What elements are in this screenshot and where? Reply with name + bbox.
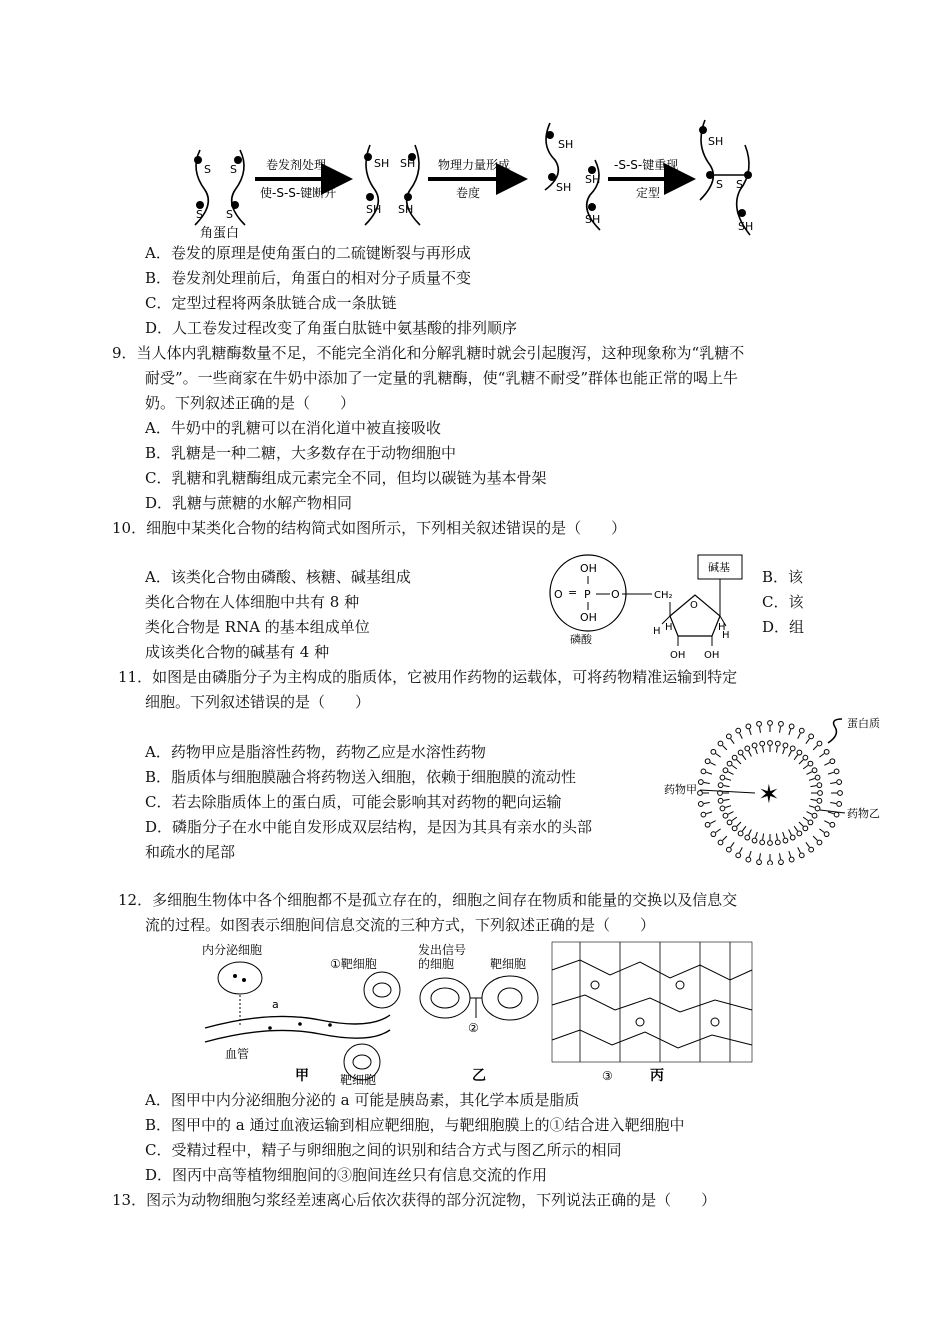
q9-stem-line-3: 奶。下列叙述正确的是（ ） xyxy=(145,394,356,412)
phospholipid-head xyxy=(779,721,784,726)
q11-stem-line-2: 细胞。下列叙述错误的是（ ） xyxy=(145,693,371,711)
phospholipid-tail xyxy=(723,746,727,750)
phospholipid-tail xyxy=(828,772,834,774)
svg-text:OH: OH xyxy=(580,611,597,624)
phospholipid-head xyxy=(720,775,725,780)
phospholipid-head xyxy=(711,832,716,837)
q12-option-c: C．受精过程中，精子与卵细胞之间的识别和结合方式与图乙所示的相同 xyxy=(145,1141,622,1159)
phospholipid-head xyxy=(783,743,788,748)
phospholipid-head xyxy=(698,780,703,785)
phospholipid-tail xyxy=(803,765,808,769)
svg-text:S: S xyxy=(204,163,211,176)
svg-text:②: ② xyxy=(468,1021,479,1035)
svg-text:物理力量形成: 物理力量形成 xyxy=(438,158,511,172)
q10-line-4: 成该类化合物的碱基有 4 种 xyxy=(145,643,330,661)
phospholipid-head xyxy=(732,826,737,831)
panel-jia xyxy=(202,942,400,1085)
phospholipid-tail xyxy=(749,851,751,857)
phospholipid-tail xyxy=(763,833,764,839)
phospholipid-tail xyxy=(749,751,752,756)
q12-option-d: D．图丙中高等植物细胞间的③胞间连丝只有信息交流的作用 xyxy=(145,1166,548,1184)
phospholipid-tail xyxy=(830,783,836,784)
svg-text:SH: SH xyxy=(366,203,382,216)
phospholipid-tail xyxy=(810,799,816,800)
phospholipid-tail xyxy=(731,842,735,847)
svg-text:S: S xyxy=(196,208,203,221)
svg-text:SH: SH xyxy=(400,157,416,170)
phospholipid-tail xyxy=(830,803,836,804)
phospholipid-head xyxy=(789,724,794,729)
svg-text:=: = xyxy=(568,586,578,599)
keratin-label: 角蛋白 xyxy=(200,226,240,240)
q12-stem-line-2: 流的过程。如图表示细胞间信息交流的三种方式，下列叙述正确的是（ ） xyxy=(145,916,656,934)
svg-text:a: a xyxy=(272,998,279,1011)
phospholipid-head xyxy=(837,802,842,807)
phospholipid-tail xyxy=(710,763,715,766)
q8-option-b: B．卷发剂处理前后，角蛋白的相对分子质量不变 xyxy=(145,269,472,287)
q10-stem: 10．细胞中某类化合物的结构简式如图所示，下列相关叙述错误的是（ ） xyxy=(112,519,627,537)
phospholipid-tail xyxy=(760,727,761,733)
drug-b-label: 药物乙 xyxy=(847,807,880,820)
svg-text:血管: 血管 xyxy=(225,1047,250,1061)
phospholipid-head xyxy=(817,741,822,746)
q12-stem-line-1: 12．多细胞生物体中各个细胞都不是孤立存在的，细胞之间存在物质和能量的交换以及信息交 xyxy=(118,891,738,909)
svg-text:O: O xyxy=(611,588,620,601)
phospholipid-tail xyxy=(749,729,751,735)
q9-option-a: A．牛奶中的乳糖可以在消化道中被直接吸收 xyxy=(145,419,441,437)
svg-text:乙: 乙 xyxy=(472,1068,486,1084)
phospholipid-tail xyxy=(809,806,815,808)
phospholipid-head xyxy=(789,857,794,862)
phospholipid-head xyxy=(824,832,829,837)
phospholipid-tail xyxy=(740,847,743,852)
phospholipid-tail xyxy=(716,829,721,833)
phospholipid-tail xyxy=(760,853,761,859)
svg-text:使-S-S-键断开: 使-S-S-键断开 xyxy=(260,186,337,200)
svg-text:丙: 丙 xyxy=(650,1068,664,1084)
keratin-chains-stage3 xyxy=(545,123,600,230)
phospholipid-head xyxy=(760,840,765,845)
phospholipid-head xyxy=(736,853,741,858)
phospholipid-tail xyxy=(806,842,810,847)
phospholipid-tail xyxy=(724,786,730,787)
svg-text:OH: OH xyxy=(580,562,597,575)
svg-text:-S-S-键重现: -S-S-键重现 xyxy=(614,158,679,172)
phospholipid-tail xyxy=(810,786,816,787)
phospholipid-tail xyxy=(755,832,757,838)
phospholipid-tail xyxy=(809,778,815,780)
q12-option-b: B．图甲中的 a 通过血液运输到相应靶细胞，与靶细胞膜上的①结合进入靶细胞中 xyxy=(145,1116,685,1134)
phospholipid-head xyxy=(723,813,728,818)
phospholipid-head xyxy=(705,822,710,827)
phospholipid-tail xyxy=(725,778,731,780)
q11-option-d: D．磷脂分子在水中能自发形成双层结构，是因为其具有亲水的头部 xyxy=(145,818,593,836)
phospholipid-head xyxy=(768,721,773,726)
phospholipid-head xyxy=(824,749,829,754)
phospholipid-tail xyxy=(755,748,757,754)
svg-text:OH: OH xyxy=(670,650,686,661)
svg-text:①靶细胞: ①靶细胞 xyxy=(330,957,377,971)
svg-text:H: H xyxy=(718,622,726,633)
phospholipid-tail xyxy=(776,747,777,753)
q11-option-b: B．脂质体与细胞膜融合将药物送入细胞，依赖于细胞膜的流动性 xyxy=(145,768,577,786)
phospholipid-head xyxy=(817,798,822,803)
q10-line-1: A．该类化合物由磷酸、核糖、碱基组成 xyxy=(145,568,411,586)
svg-text:OH: OH xyxy=(704,650,720,661)
svg-text:SH: SH xyxy=(398,203,414,216)
phospholipid-head xyxy=(768,841,773,846)
liposome-diagram xyxy=(660,715,895,865)
drug-a-star: ✶ xyxy=(758,780,780,810)
phospholipid-tail xyxy=(819,829,824,833)
q8-option-d: D．人工卷发过程改变了角蛋白肽链中氨基酸的排列顺序 xyxy=(145,319,518,337)
phospholipid-tail xyxy=(789,851,791,857)
phospholipid-tail xyxy=(728,812,733,815)
phospholipid-tail xyxy=(798,733,801,738)
q9-option-d: D．乳糖与蔗糖的水解产物相同 xyxy=(145,494,353,512)
phospholipid-tail xyxy=(806,739,810,744)
phospholipid-tail xyxy=(723,836,727,840)
phospholipid-head xyxy=(726,847,731,852)
q10-line-3: 类化合物是 RNA 的基本组成单位 xyxy=(145,618,370,636)
q8-option-c: C．定型过程将两条肽链合成一条肽链 xyxy=(145,294,397,312)
panel-bing xyxy=(552,942,752,1083)
q10-option-d-start: D．组 xyxy=(762,618,805,636)
phospholipid-head xyxy=(718,783,723,788)
q9-option-b: B．乳糖是一种二糖，大多数存在于动物细胞中 xyxy=(145,444,457,462)
phospholipid-head xyxy=(723,768,728,773)
q10-line-2: 类化合物在人体细胞中共有 8 种 xyxy=(145,593,360,611)
svg-text:SH: SH xyxy=(556,181,572,194)
protein-label: 蛋白质 xyxy=(847,717,880,730)
q9-option-c: C．乳糖和乳糖酶组成元素完全不同，但均以碳链为基本骨架 xyxy=(145,469,547,487)
q9-stem-line-2: 耐受”。一些商家在牛奶中添加了一定量的乳糖酶，使“乳糖不耐受”群体也能正常的喝上牛 xyxy=(145,369,739,387)
phospholipid-tail xyxy=(742,755,746,760)
svg-text:卷度: 卷度 xyxy=(456,186,481,200)
phospholipid-tail xyxy=(813,836,817,840)
svg-text:O: O xyxy=(690,600,698,611)
phospholipid-head xyxy=(768,861,773,865)
phospholipid-head xyxy=(837,780,842,785)
phospholipid-head xyxy=(790,746,795,751)
phospholipid-head xyxy=(698,791,703,796)
phospholipid-head xyxy=(711,749,716,754)
phospholipid-head xyxy=(757,721,762,726)
phospholipid-head xyxy=(808,820,813,825)
phospholipid-head xyxy=(727,761,732,766)
phospholipid-tail xyxy=(704,803,710,804)
phospholipid-head xyxy=(698,802,703,807)
phospholipid-tail xyxy=(789,830,792,835)
phospholipid-tail xyxy=(706,772,712,774)
phospholipid-head xyxy=(799,728,804,733)
phospholipid-head xyxy=(738,750,743,755)
svg-text:SH: SH xyxy=(558,138,574,151)
phospholipid-head xyxy=(834,769,839,774)
phospholipid-head xyxy=(817,840,822,845)
phospholipid-tail xyxy=(813,746,817,750)
phospholipid-tail xyxy=(763,747,764,753)
phospholipid-tail xyxy=(799,822,803,826)
svg-text:的细胞: 的细胞 xyxy=(418,957,455,971)
phospholipid-head xyxy=(830,759,835,764)
svg-text:O: O xyxy=(554,588,563,601)
phospholipid-head xyxy=(720,806,725,811)
svg-text:定型: 定型 xyxy=(636,186,661,200)
phospholipid-head xyxy=(745,746,750,751)
phospholipid-head xyxy=(757,860,762,865)
phospholipid-head xyxy=(790,835,795,840)
phospholipid-head xyxy=(799,853,804,858)
phospholipid-tail xyxy=(794,755,798,760)
phospholipid-tail xyxy=(783,832,785,838)
phospholipid-head xyxy=(775,840,780,845)
phospholipid-tail xyxy=(819,754,824,758)
phospholipid-tail xyxy=(725,806,731,808)
phospholipid-tail xyxy=(724,799,730,800)
phospholipid-head xyxy=(718,741,723,746)
phospholipid-head xyxy=(775,741,780,746)
phospholipid-head xyxy=(803,826,808,831)
phospholipid-head xyxy=(727,820,732,825)
phospholipid-head xyxy=(746,857,751,862)
phospholipid-head xyxy=(783,838,788,843)
phospholipid-tail xyxy=(783,748,785,754)
nucleotide-diagram xyxy=(540,550,755,665)
phospholipid-head xyxy=(830,822,835,827)
svg-text:S: S xyxy=(226,208,233,221)
phospholipid-tail xyxy=(704,783,710,784)
phospholipid-head xyxy=(809,734,814,739)
phospholipid-head xyxy=(701,812,706,817)
q11-option-a: A．药物甲应是脂溶性药物，药物乙应是水溶性药物 xyxy=(145,743,486,761)
svg-text:SH: SH xyxy=(585,213,601,226)
phospholipid-head xyxy=(797,750,802,755)
phospholipid-tail xyxy=(789,729,791,735)
phospholipid-head xyxy=(746,724,751,729)
svg-text:S: S xyxy=(736,178,743,191)
phospholipid-tail xyxy=(794,826,798,831)
phospholipid-tail xyxy=(737,760,741,764)
phospholipid-head xyxy=(732,755,737,760)
phospholipid-tail xyxy=(824,763,829,766)
phospholipid-head xyxy=(809,847,814,852)
phospholipid-head xyxy=(803,755,808,760)
phospholipid-head xyxy=(701,769,706,774)
phospholipid-tail xyxy=(710,821,715,824)
svg-text:卷发剂处理: 卷发剂处理 xyxy=(266,158,327,172)
svg-text:P: P xyxy=(584,588,591,601)
svg-text:SH: SH xyxy=(374,157,390,170)
phospholipid-tail xyxy=(824,821,829,824)
phospholipid-tail xyxy=(732,817,737,821)
phospholipid-head xyxy=(752,743,757,748)
phospholipid-tail xyxy=(789,751,792,756)
phospholipid-tail xyxy=(780,727,781,733)
phospholipid-tail xyxy=(731,739,735,744)
svg-text:甲: 甲 xyxy=(295,1068,309,1084)
cell-communication-diagram xyxy=(200,940,760,1085)
phospholipid-tail xyxy=(780,853,781,859)
q11-option-d-cont: 和疏水的尾部 xyxy=(145,843,236,861)
phospholipid-tail xyxy=(807,812,812,815)
phospholipid-tail xyxy=(732,765,737,769)
phospholipid-tail xyxy=(803,817,808,821)
q10-option-b-start: B．该 xyxy=(762,568,804,586)
phospholipid-head xyxy=(738,831,743,836)
svg-text:发出信号: 发出信号 xyxy=(418,943,467,957)
svg-text:S: S xyxy=(716,178,723,191)
keratin-perm-diagram xyxy=(180,115,780,240)
phospholipid-head xyxy=(812,813,817,818)
phospholipid-head xyxy=(726,734,731,739)
phospholipid-head xyxy=(779,860,784,865)
q11-option-c: C．若去除脂质体上的蛋白质，可能会影响其对药物的靶向运输 xyxy=(145,793,562,811)
phospholipid-head xyxy=(705,759,710,764)
phospholipid-tail xyxy=(716,754,721,758)
phospholipid-head xyxy=(834,812,839,817)
keratin-chains-stage4 xyxy=(699,120,753,235)
phospholipid-tail xyxy=(740,733,743,738)
phospholipid-head xyxy=(817,783,822,788)
keratin-chains-stage2 xyxy=(364,145,420,225)
phospholipid-tail xyxy=(742,826,746,831)
phospholipid-head xyxy=(752,838,757,843)
phospholipid-tail xyxy=(728,772,733,775)
phospholipid-tail xyxy=(706,812,712,814)
svg-text:靶细胞: 靶细胞 xyxy=(340,1073,377,1085)
q8-option-a: A．卷发的原理是使角蛋白的二硫键断裂与再形成 xyxy=(145,244,471,262)
q9-stem-line-1: 9．当人体内乳糖酶数量不足，不能完全消化和分解乳糖时就会引起腹泻，这种现象称为“乳糖不 xyxy=(112,344,745,362)
phospholipid-tail xyxy=(749,830,752,835)
svg-text:H: H xyxy=(653,626,661,637)
phospholipid-head xyxy=(812,768,817,773)
panel-yi xyxy=(418,942,538,1035)
svg-text:CH₂: CH₂ xyxy=(654,590,673,601)
svg-text:H: H xyxy=(665,622,673,633)
phospholipid-tail xyxy=(828,812,834,814)
phosphate-label: 磷酸 xyxy=(570,633,592,646)
svg-text:SH: SH xyxy=(585,173,601,186)
svg-text:靶细胞: 靶细胞 xyxy=(490,957,527,971)
phospholipid-head xyxy=(736,728,741,733)
drug-a-label: 药物甲 xyxy=(664,783,697,796)
phospholipid-head xyxy=(838,791,843,796)
phospholipid-tail xyxy=(776,833,777,839)
phospholipid-head xyxy=(745,835,750,840)
q10-option-c-start: C．该 xyxy=(762,593,804,611)
q13-stem: 13．图示为动物细胞匀浆经差速离心后依次获得的部分沉淀物，下列说法正确的是（ ） xyxy=(112,1191,717,1209)
phospholipid-head xyxy=(815,775,820,780)
phospholipid-head xyxy=(768,741,773,746)
phospholipid-head xyxy=(815,806,820,811)
svg-text:H: H xyxy=(722,630,730,641)
q11-stem-line-1: 11．如图是由磷脂分子为主构成的脂质体，它被用作药物的运载体，可将药物精准运输到特定 xyxy=(118,668,738,686)
q12-option-a: A．图甲中内分泌细胞分泌的 a 可能是胰岛素，其化学本质是脂质 xyxy=(145,1091,580,1109)
svg-text:③: ③ xyxy=(602,1069,613,1083)
phospholipid-tail xyxy=(737,822,741,826)
svg-text:内分泌细胞: 内分泌细胞 xyxy=(202,943,263,957)
phospholipid-head xyxy=(718,840,723,845)
phospholipid-head xyxy=(797,831,802,836)
phospholipid-head xyxy=(760,741,765,746)
keratin-chains-stage1 xyxy=(194,150,245,240)
phospholipid-tail xyxy=(807,772,812,775)
phospholipid-head xyxy=(818,791,823,796)
phospholipid-head xyxy=(718,798,723,803)
svg-text:SH: SH xyxy=(708,135,724,148)
phospholipid-tail xyxy=(799,760,803,764)
phospholipid-tail xyxy=(798,847,801,852)
svg-text:碱基: 碱基 xyxy=(708,561,730,574)
protein-chain xyxy=(828,719,842,743)
phospholipid-head xyxy=(808,761,813,766)
svg-text:SH: SH xyxy=(738,220,754,233)
svg-text:S: S xyxy=(230,163,237,176)
